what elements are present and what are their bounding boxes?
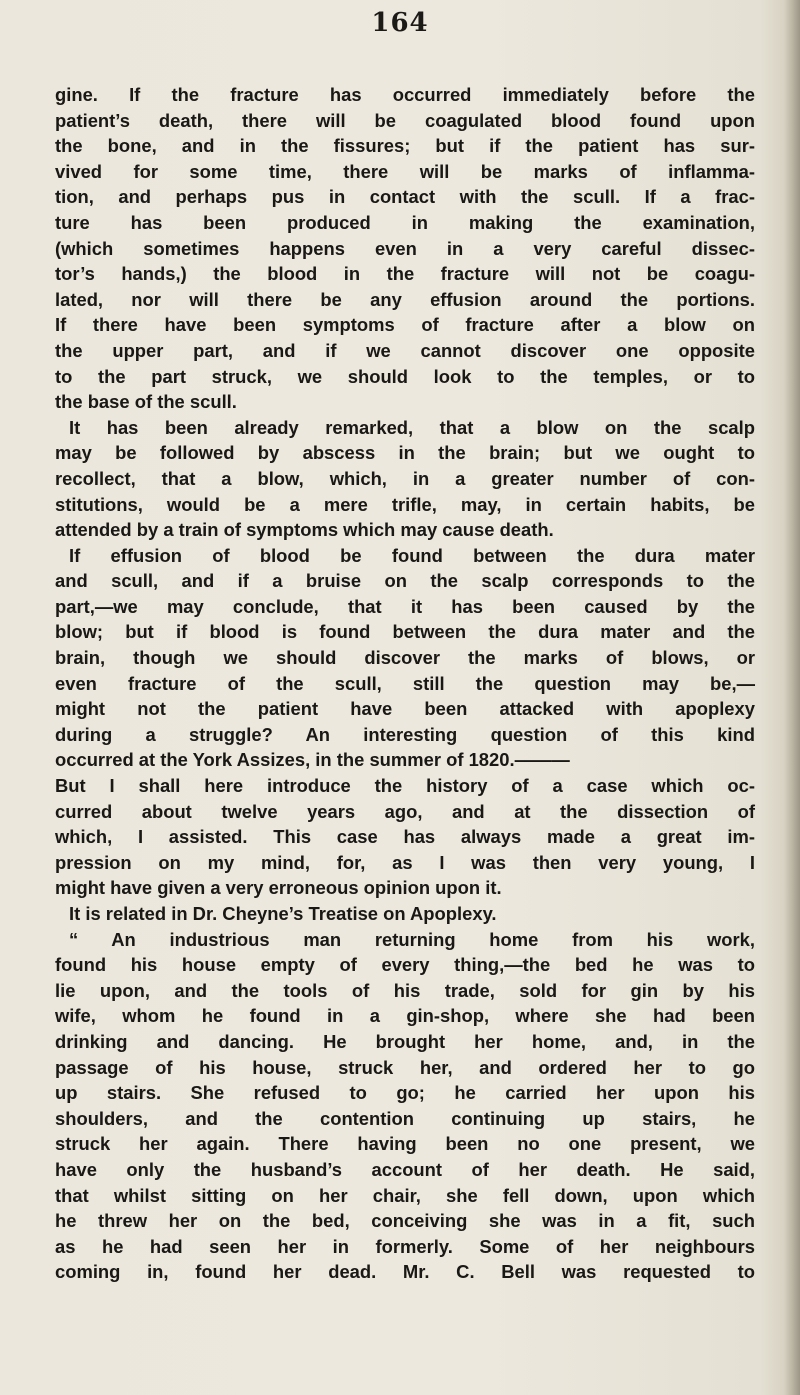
- text-line: as he had seen her in formerly. Some of her neighbours: [55, 1235, 755, 1257]
- text-line: stitutions, would be a mere trifle, may, in certain habits, be: [55, 493, 755, 515]
- text-line: shoulders, and the contention continuing up stairs, he: [55, 1107, 755, 1129]
- text-line: If effusion of blood be found between the dura mater: [69, 544, 755, 566]
- text-line: blow; but if blood is found between the dura mater and the: [55, 621, 755, 643]
- text-line: gine. If the fracture has occurred immediately before the: [55, 84, 755, 105]
- text-line: which, I assisted. This case has always made a great im-: [55, 826, 755, 848]
- text-line: pression on my mind, for, as I was then very young, I: [55, 851, 755, 873]
- text-line: part,—we may conclude, that it has been caused by the: [55, 595, 755, 617]
- text-line: coming in, found her dead. Mr. C. Bell was requested to: [55, 1261, 755, 1283]
- page-edge-shadow: [784, 0, 800, 1395]
- text-line: occurred at the York Assizes, in the summer of 1820.———: [55, 749, 570, 771]
- text-line: and scull, and if a bruise on the scalp corresponds to the: [55, 570, 755, 592]
- text-line: up stairs. She refused to go; he carried her upon his: [55, 1082, 755, 1104]
- text-line: ture has been produced in making the examination,: [55, 211, 755, 233]
- text-line: If there have been symptoms of fracture after a blow on: [55, 314, 755, 336]
- page-number: 164: [371, 8, 429, 38]
- text-line: But I shall here introduce the history of a case which oc-: [55, 775, 755, 797]
- text-line: vived for some time, there will be marks of inflamma-: [55, 160, 755, 182]
- text-line: drinking and dancing. He brought her home, and, in the: [55, 1030, 755, 1052]
- text-line: have only the husband’s account of her death. He said,: [55, 1158, 755, 1180]
- text-line: during a struggle? An interesting question of this kind: [55, 723, 755, 745]
- text-line: lie upon, and the tools of his trade, sold for gin by his: [55, 979, 755, 1001]
- text-line: may be followed by abscess in the brain; but we ought to: [55, 442, 755, 464]
- text-line: passage of his house, struck her, and ordered her to go: [55, 1056, 755, 1078]
- text-line: curred about twelve years ago, and at the dissection of: [55, 800, 755, 822]
- text-line: might have given a very erroneous opinion upon it.: [55, 877, 502, 899]
- text-line: tion, and perhaps pus in contact with the scull. If a frac-: [55, 186, 755, 208]
- text-line: the base of the scull.: [55, 391, 237, 413]
- text-line: struck her again. There having been no one present, we: [55, 1133, 755, 1155]
- body-text: [55, 82, 755, 1285]
- text-line: wife, whom he found in a gin-shop, where she had been: [55, 1005, 755, 1027]
- text-line: to the part struck, we should look to the temples, or to: [55, 365, 755, 387]
- text-line: lated, nor will there be any effusion around the portions.: [55, 288, 755, 310]
- text-line: patient’s death, there will be coagulated blood found upon: [55, 109, 755, 131]
- text-line: the bone, and in the fissures; but if the patient has sur-: [55, 135, 755, 157]
- text-line: (which sometimes happens even in a very careful dissec-: [55, 237, 755, 259]
- text-line: even fracture of the scull, still the question may be,—: [55, 672, 755, 694]
- text-line: brain, though we should discover the marks of blows, or: [55, 647, 755, 669]
- text-line: recollect, that a blow, which, in a greater number of con-: [55, 467, 755, 489]
- text-line: that whilst sitting on her chair, she fell down, upon which: [55, 1184, 755, 1206]
- text-line: It is related in Dr. Cheyne’s Treatise on Apoplexy.: [69, 903, 497, 924]
- text-line: attended by a train of symptoms which may cause death.: [55, 519, 554, 541]
- text-line: he threw her on the bed, conceiving she was in a fit, such: [55, 1210, 755, 1232]
- text-line: found his house empty of every thing,—the bed he was to: [55, 954, 755, 976]
- text-line: “ An industrious man returning home from his work,: [69, 928, 755, 950]
- text-line: the upper part, and if we cannot discover one opposite: [55, 339, 755, 361]
- text-line: It has been already remarked, that a blow on the scalp: [69, 416, 755, 438]
- text-line: tor’s hands,) the blood in the fracture will not be coagu-: [55, 263, 755, 285]
- text-line: might not the patient have been attacked with apoplexy: [55, 698, 755, 720]
